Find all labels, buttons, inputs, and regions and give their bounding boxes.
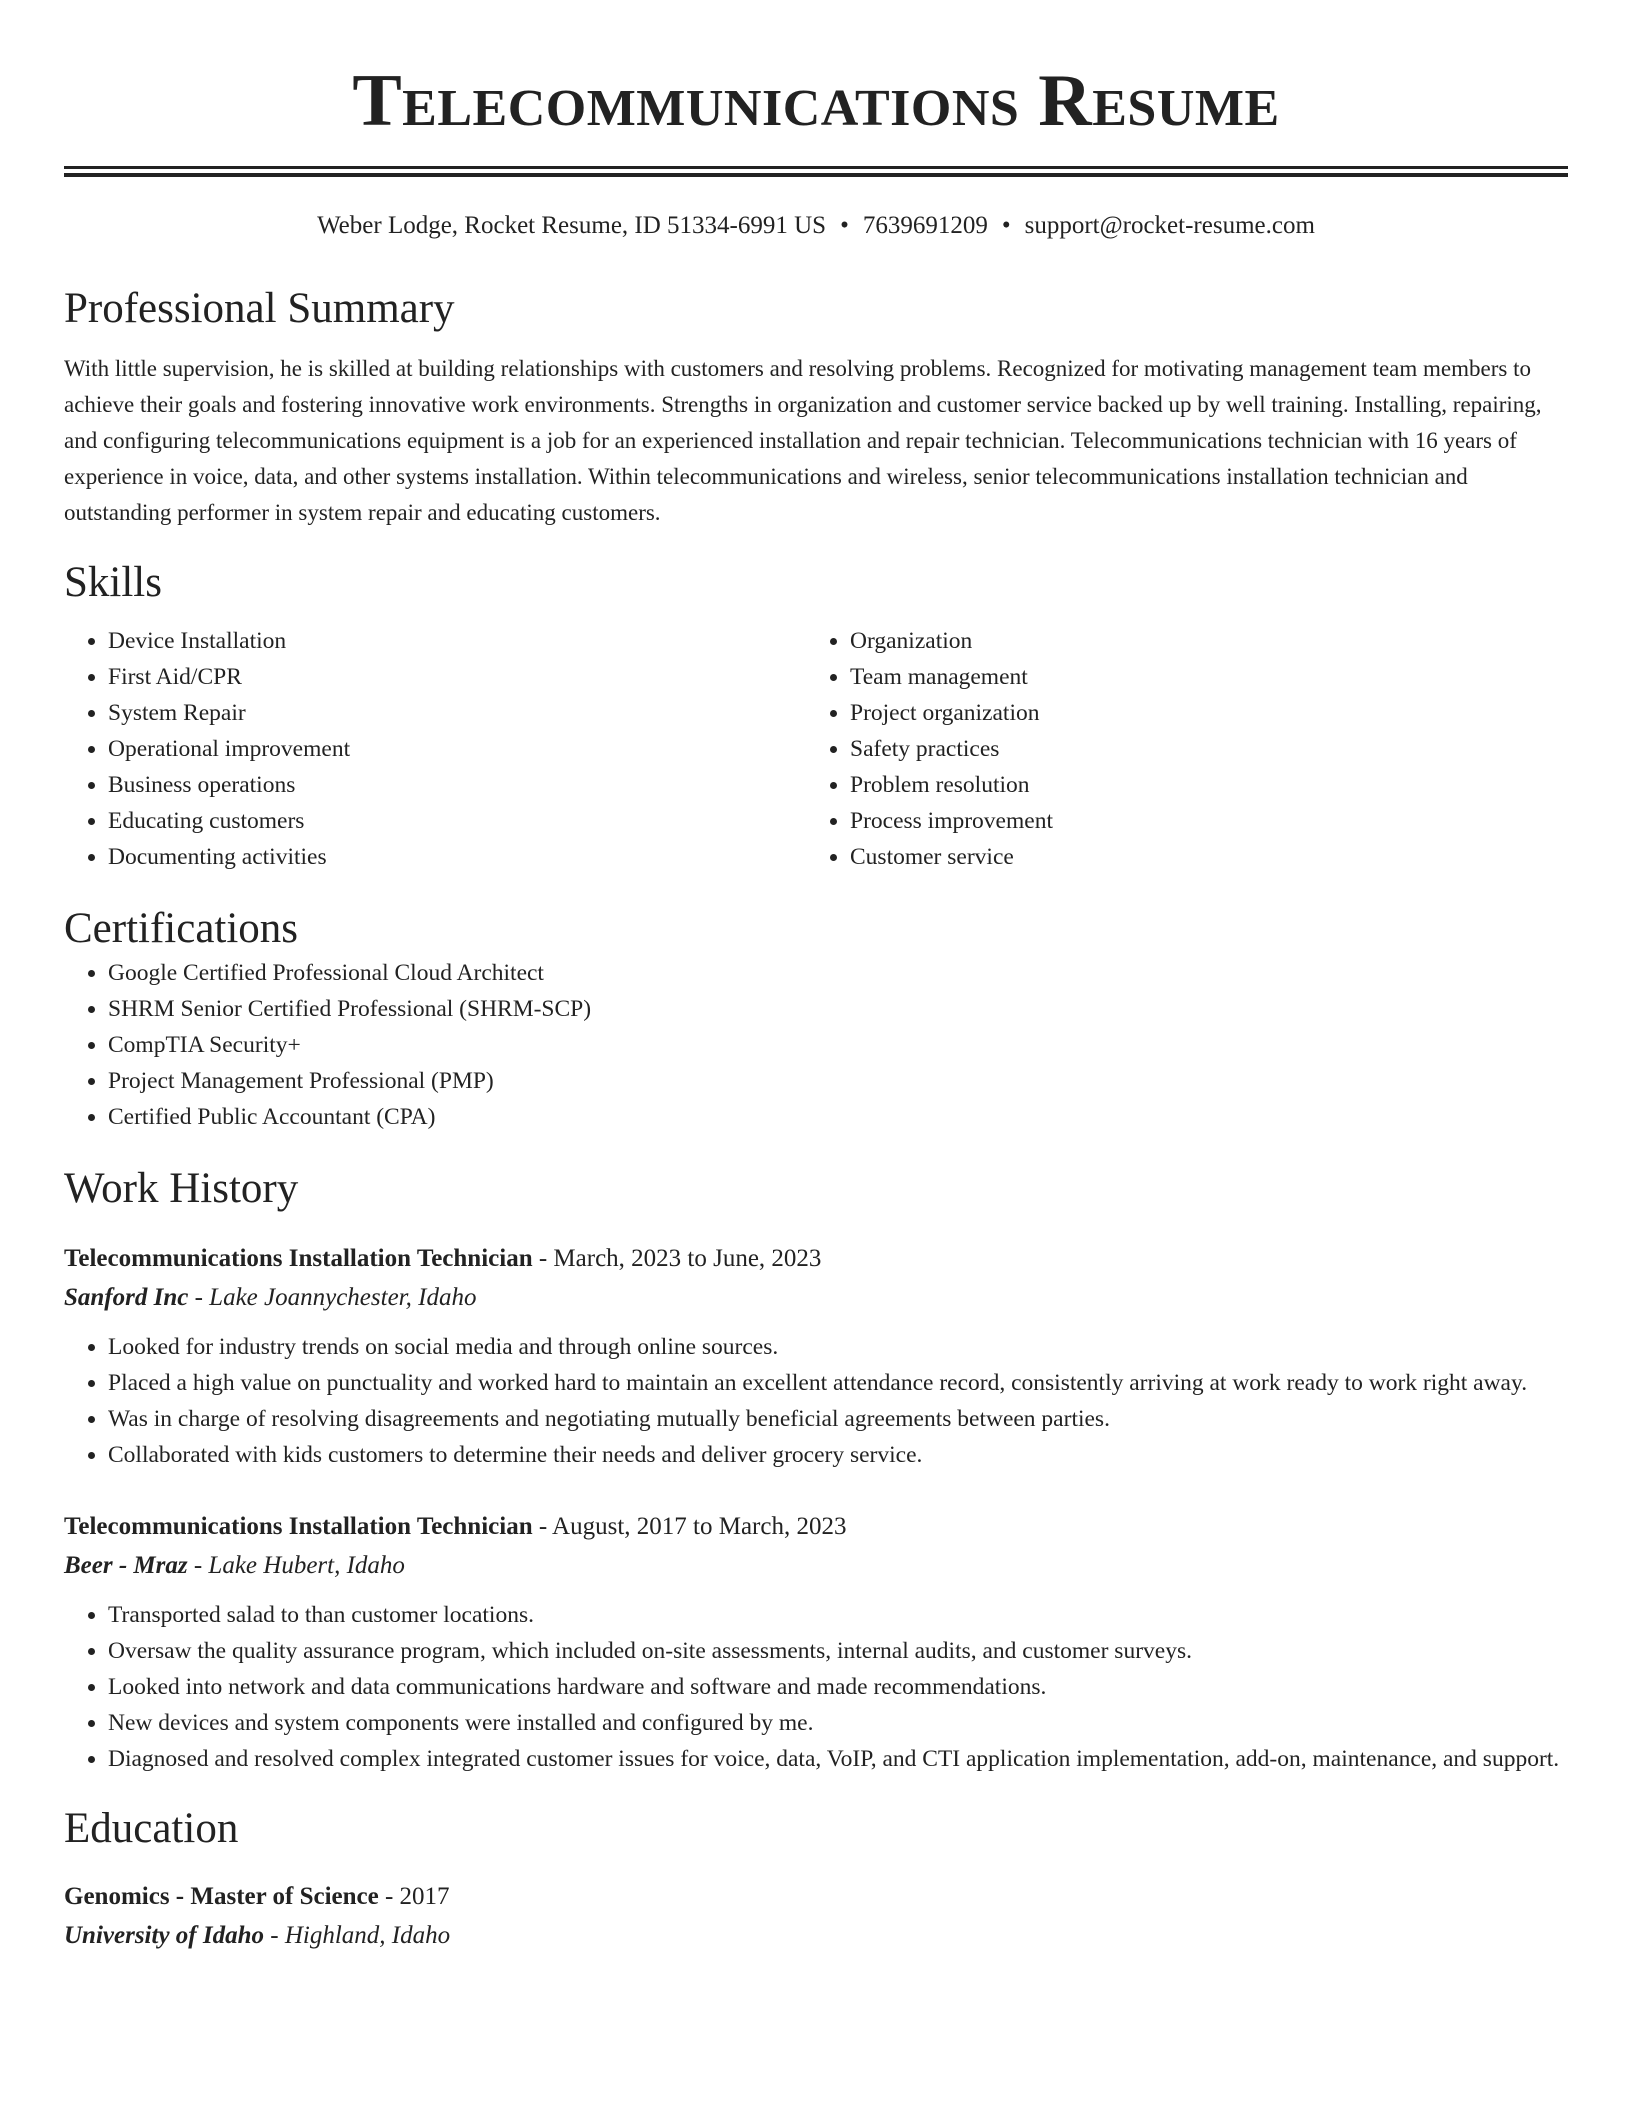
skills-grid <box>64 623 1568 875</box>
company-name: Beer - Mraz <box>64 1552 188 1579</box>
skills-list-right <box>806 623 1548 875</box>
job-bullets <box>64 1597 1568 1777</box>
section-heading-education: Education <box>64 1805 239 1852</box>
job-title: Telecommunications Installation Technician <box>64 1513 533 1540</box>
job-bullet: • Looked for industry trends on social media and through online sources. <box>108 1329 1568 1365</box>
degree-name: Genomics - Master of Science <box>64 1883 379 1910</box>
job-bullet: • Oversaw the quality assurance program, which included on-site assessments, internal audits, and customer surveys. <box>108 1633 1568 1669</box>
summary-paragraph: With little supervision, he is skilled at building relationships with customers and resolving problems. Recognized for motivating management team members to achieve their goals and fostering innovative work environments. Strengths in organization and customer service backed up by well training. Installing, repairing, and configuring telecommunications equipment is a job for an experienced installation and repair technician. Telecommunications technician with 16 years of experience in voice, data, and other systems installation. Within telecommunications and wireless, senior telecommunications installation technician and outstanding performer in system repair and educating customers. <box>64 356 1542 525</box>
company-location: - Lake Joannychester, Idaho <box>188 1284 477 1311</box>
skill-item: • Educating customers <box>108 803 806 839</box>
skill-item: • System Repair <box>108 695 806 731</box>
school-line <box>64 1917 1568 1955</box>
job-title-line <box>64 1507 1568 1547</box>
certification-item: • Project Management Professional (PMP) <box>108 1063 1568 1099</box>
job-bullet: • Placed a high value on punctuality and worked hard to maintain an excellent attendance record, consistently arriving at work ready to work right away. <box>108 1365 1568 1401</box>
resume-title: Telecommunications Resume <box>352 60 1280 142</box>
section-heading-skills: Skills <box>64 559 162 606</box>
section-heading-certifications: Certifications <box>64 905 299 952</box>
certifications-list <box>64 955 1568 1135</box>
skills-column-left <box>64 623 806 875</box>
company-name: Sanford Inc <box>64 1284 189 1311</box>
skill-item: • Documenting activities <box>108 839 806 875</box>
company-location: - Lake Hubert, Idaho <box>187 1552 405 1579</box>
job-bullet: • Transported salad to than customer locations. <box>108 1597 1568 1633</box>
company-line <box>64 1279 1568 1317</box>
certification-item: • CompTIA Security+ <box>108 1027 1568 1063</box>
job-bullet: • New devices and system components were installed and configured by me. <box>108 1705 1568 1741</box>
job-title: Telecommunications Installation Technician <box>64 1245 533 1272</box>
skill-item: • Process improvement <box>850 803 1548 839</box>
contact-line <box>64 209 1568 243</box>
skill-item: • Project organization <box>850 695 1548 731</box>
education-entry <box>64 1877 1568 1955</box>
skill-item: • Device Installation <box>108 623 806 659</box>
certification-item: • Google Certified Professional Cloud Architect <box>108 955 1568 991</box>
job-entry <box>64 1507 1568 1777</box>
skill-item: • Customer service <box>850 839 1548 875</box>
section-heading-work-history: Work History <box>64 1165 299 1212</box>
contact-email: support@rocket-resume.com <box>1024 212 1315 239</box>
job-title-line <box>64 1239 1568 1279</box>
skill-item: • First Aid/CPR <box>108 659 806 695</box>
contact-separator: • <box>1001 212 1011 239</box>
contact-phone: 7639691209 <box>862 212 988 239</box>
school-name: University of Idaho <box>64 1922 264 1949</box>
job-bullet: • Collaborated with kids customers to determine their needs and deliver grocery service. <box>108 1437 1568 1473</box>
company-line <box>64 1547 1568 1585</box>
job-bullet: • Diagnosed and resolved complex integrated customer issues for voice, data, VoIP, and CTI application implementation, add-on, maintenance, and support. <box>108 1741 1568 1777</box>
section-heading-summary: Professional Summary <box>64 285 455 332</box>
skill-item: • Operational improvement <box>108 731 806 767</box>
skill-item: • Organization <box>850 623 1548 659</box>
skills-column-right <box>806 623 1548 875</box>
degree-line <box>64 1877 1568 1917</box>
school-location: - Highland, Idaho <box>264 1922 451 1949</box>
job-entry <box>64 1239 1568 1473</box>
job-bullet: • Was in charge of resolving disagreements and negotiating mutually beneficial agreements between parties. <box>108 1401 1568 1437</box>
certification-item: • SHRM Senior Certified Professional (SHRM-SCP) <box>108 991 1568 1027</box>
skills-list-left <box>64 623 806 875</box>
skill-item: • Problem resolution <box>850 767 1548 803</box>
skill-item: • Team management <box>850 659 1548 695</box>
job-bullet: • Looked into network and data communications hardware and software and made recommendations. <box>108 1669 1568 1705</box>
job-dates: - March, 2023 to June, 2023 <box>532 1245 822 1272</box>
contact-address: Weber Lodge, Rocket Resume, ID 51334-6991 US <box>317 212 827 239</box>
degree-year: - 2017 <box>378 1883 450 1910</box>
contact-separator: • <box>840 212 849 239</box>
skill-item: • Business operations <box>108 767 806 803</box>
certification-item: • Certified Public Accountant (CPA) <box>108 1099 1568 1135</box>
job-bullets <box>64 1329 1568 1473</box>
title-double-rule <box>64 166 1568 177</box>
job-dates: - August, 2017 to March, 2023 <box>532 1513 847 1540</box>
skill-item: • Safety practices <box>850 731 1548 767</box>
